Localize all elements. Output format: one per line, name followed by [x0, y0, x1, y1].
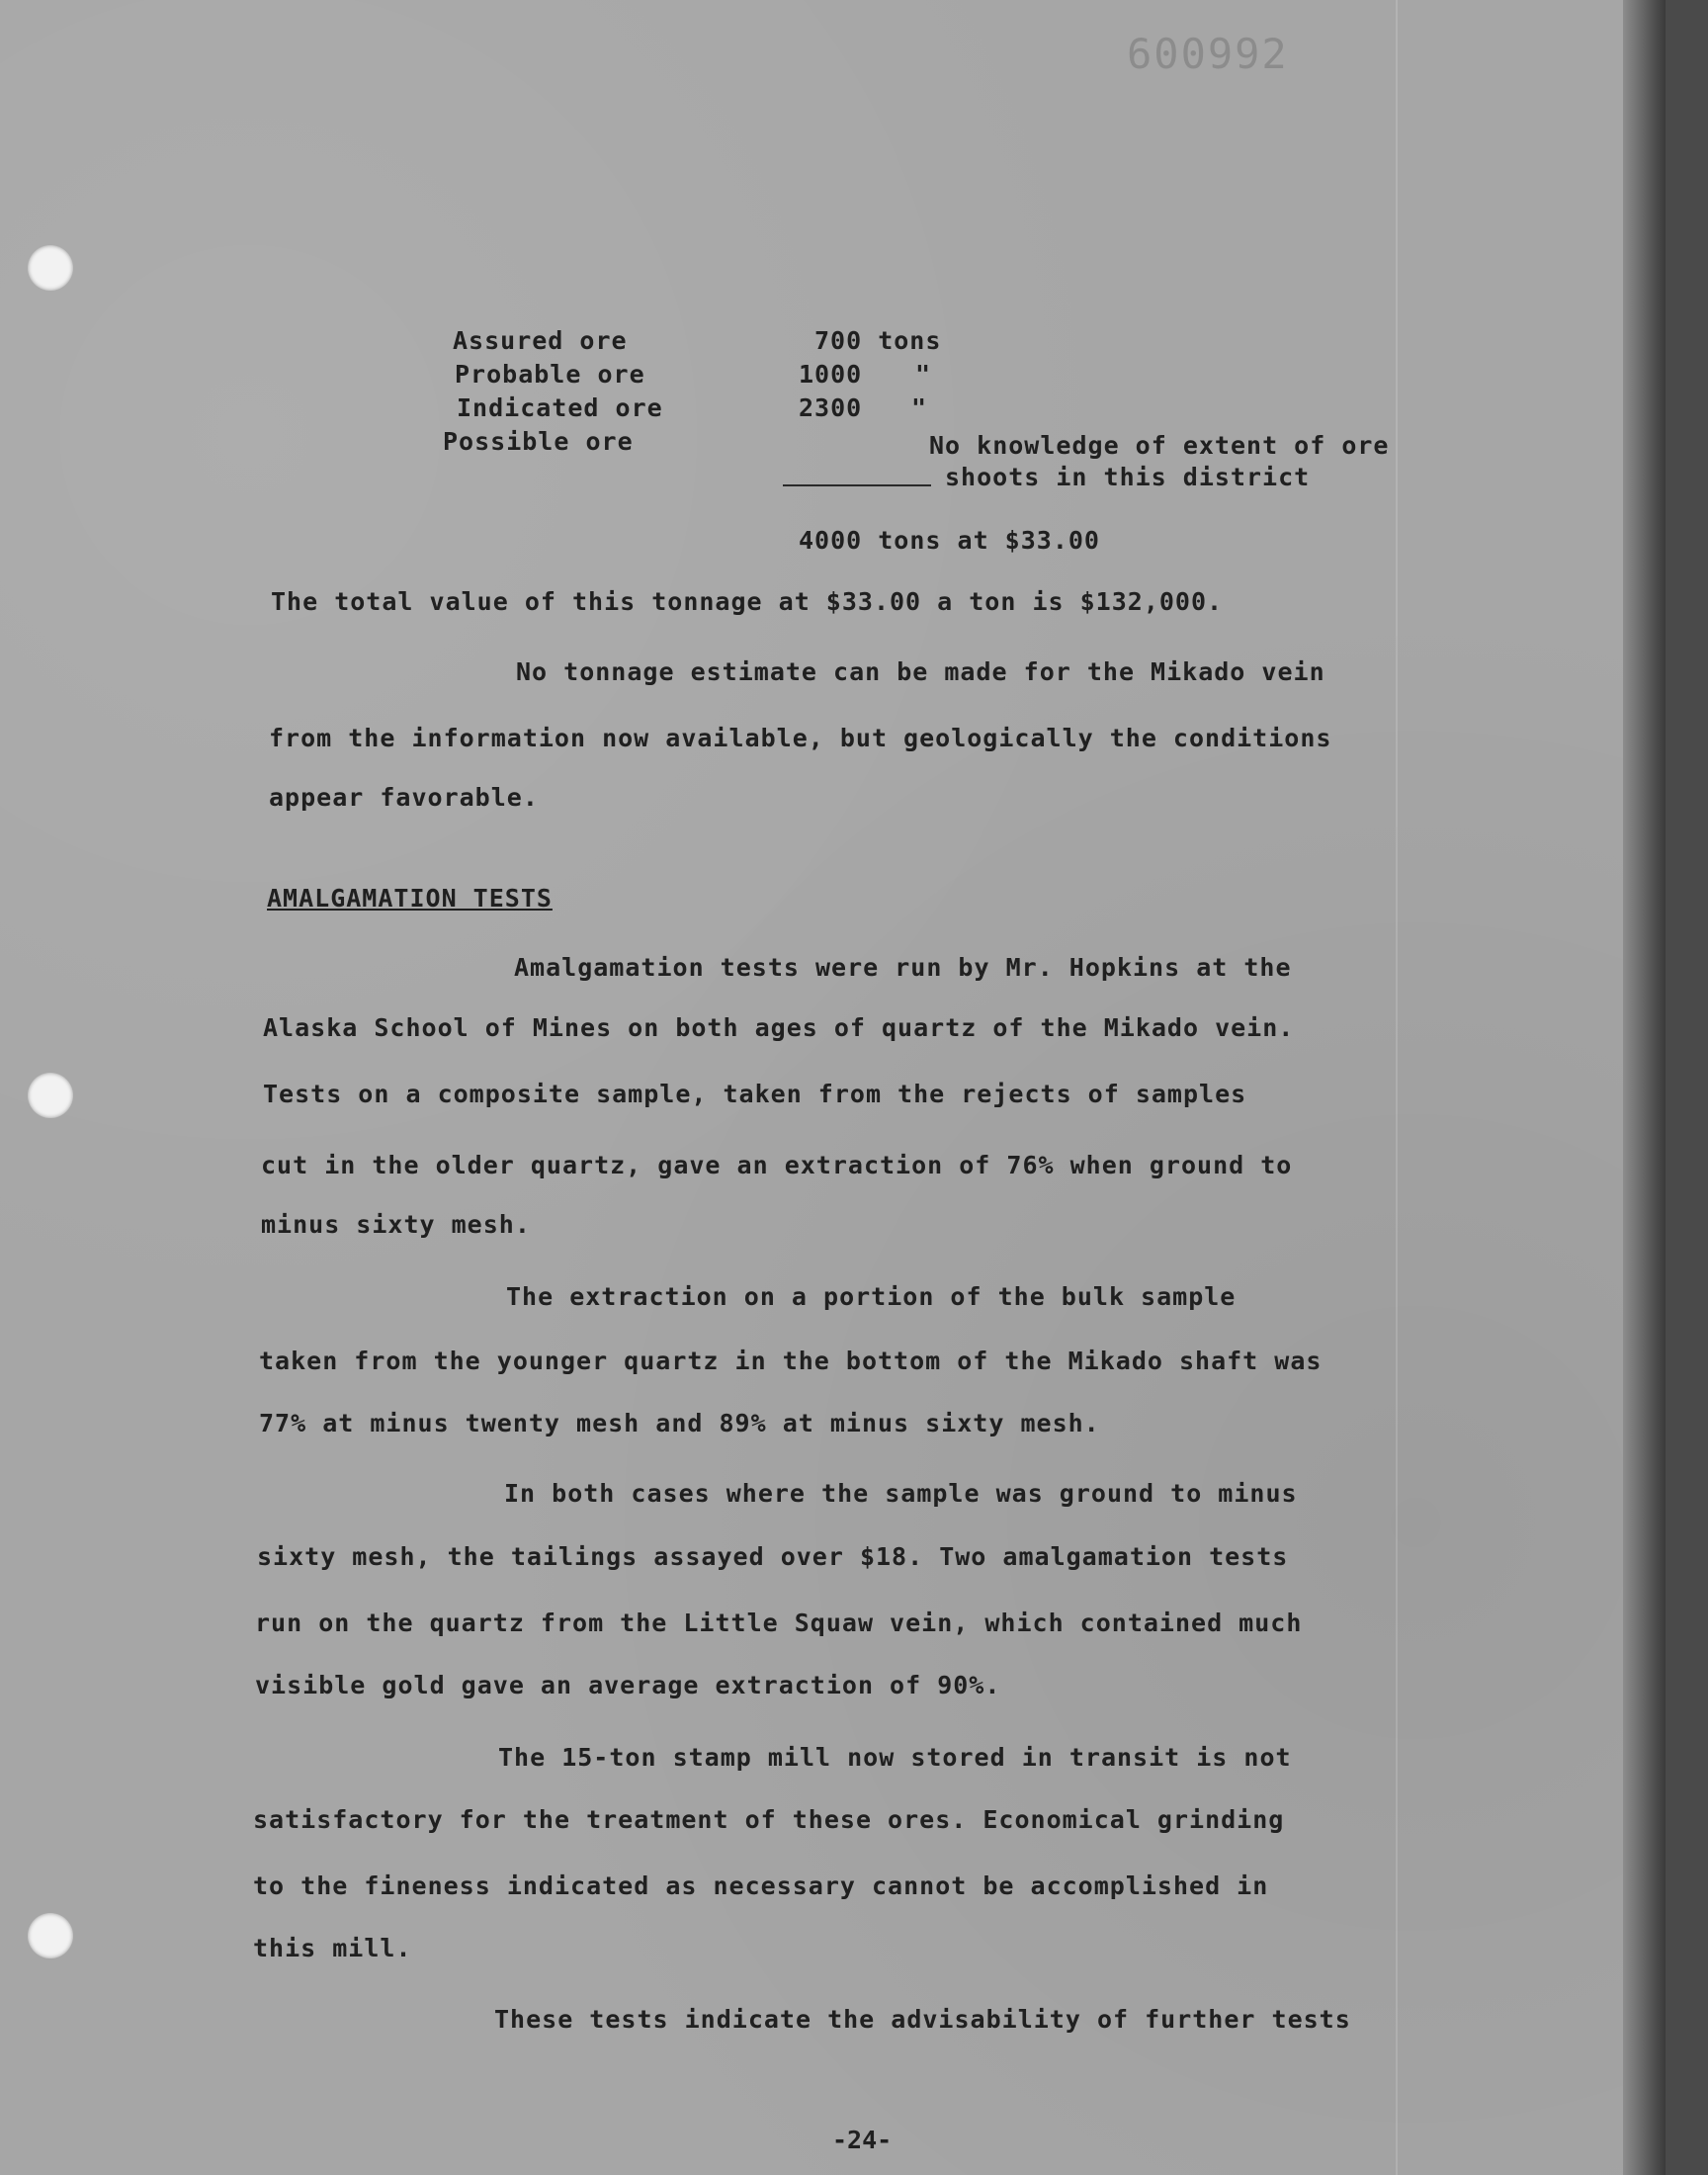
- fold-line: [1396, 0, 1398, 2175]
- page-number: -24-: [832, 2126, 893, 2154]
- ore-label: Probable ore: [455, 360, 645, 389]
- ore-quantity: 2300: [799, 393, 863, 422]
- text-line: visible gold gave an average extraction of 90%.: [255, 1671, 1001, 1699]
- punch-hole: [28, 1913, 73, 1958]
- total-tonnage: 4000 tons at $33.00: [799, 526, 1100, 555]
- ore-label: Indicated ore: [457, 393, 663, 422]
- page-edge-shadow: [1623, 0, 1665, 2175]
- ditto-mark: ": [915, 360, 932, 389]
- text-line: The 15-ton stamp mill now stored in transit is not: [498, 1743, 1292, 1772]
- text-line: Alaska School of Mines on both ages of quartz of the Mikado vein.: [263, 1013, 1295, 1042]
- section-heading: AMALGAMATION TESTS: [267, 884, 553, 913]
- text-line: to the fineness indicated as necessary cannot be accomplished in: [253, 1871, 1269, 1900]
- text-line: satisfactory for the treatment of these ores. Economical grinding: [253, 1805, 1285, 1834]
- text-line: sixty mesh, the tailings assayed over $18. Two amalgamation tests: [257, 1542, 1289, 1571]
- text-line: appear favorable.: [269, 783, 539, 812]
- text-line: cut in the older quartz, gave an extraction of 76% when ground to: [261, 1151, 1293, 1179]
- ore-note: No knowledge of extent of ore: [929, 431, 1390, 460]
- ore-note: shoots in this district: [945, 463, 1311, 491]
- text-line: Amalgamation tests were run by Mr. Hopkins at the: [514, 953, 1292, 982]
- text-line: this mill.: [253, 1934, 412, 1962]
- punch-hole: [28, 245, 73, 291]
- text-line: minus sixty mesh.: [261, 1210, 531, 1239]
- text-line: taken from the younger quartz in the bottom of the Mikado shaft was: [259, 1347, 1323, 1375]
- text-line: No tonnage estimate can be made for the Mikado vein: [516, 657, 1325, 686]
- sum-rule: [783, 484, 931, 486]
- document-stamp-number: 600992: [1127, 30, 1289, 78]
- text-line: run on the quartz from the Little Squaw vein, which contained much: [255, 1609, 1303, 1637]
- ore-quantity: 1000: [799, 360, 863, 389]
- ore-label: Possible ore: [443, 427, 634, 456]
- text-line: These tests indicate the advisability of further tests: [494, 2005, 1351, 2034]
- text-line: The extraction on a portion of the bulk sample: [506, 1282, 1237, 1311]
- ore-quantity: 700 tons: [814, 326, 942, 355]
- text-line: In both cases where the sample was ground to minus: [504, 1479, 1298, 1508]
- ditto-mark: ": [911, 393, 928, 422]
- ore-label: Assured ore: [453, 326, 628, 355]
- text-line: The total value of this tonnage at $33.00 a ton is $132,000.: [271, 587, 1224, 616]
- text-line: Tests on a composite sample, taken from the rejects of samples: [263, 1080, 1247, 1108]
- text-line: 77% at minus twenty mesh and 89% at minus sixty mesh.: [259, 1409, 1100, 1437]
- text-line: from the information now available, but geologically the conditions: [269, 724, 1332, 752]
- punch-hole: [28, 1073, 73, 1118]
